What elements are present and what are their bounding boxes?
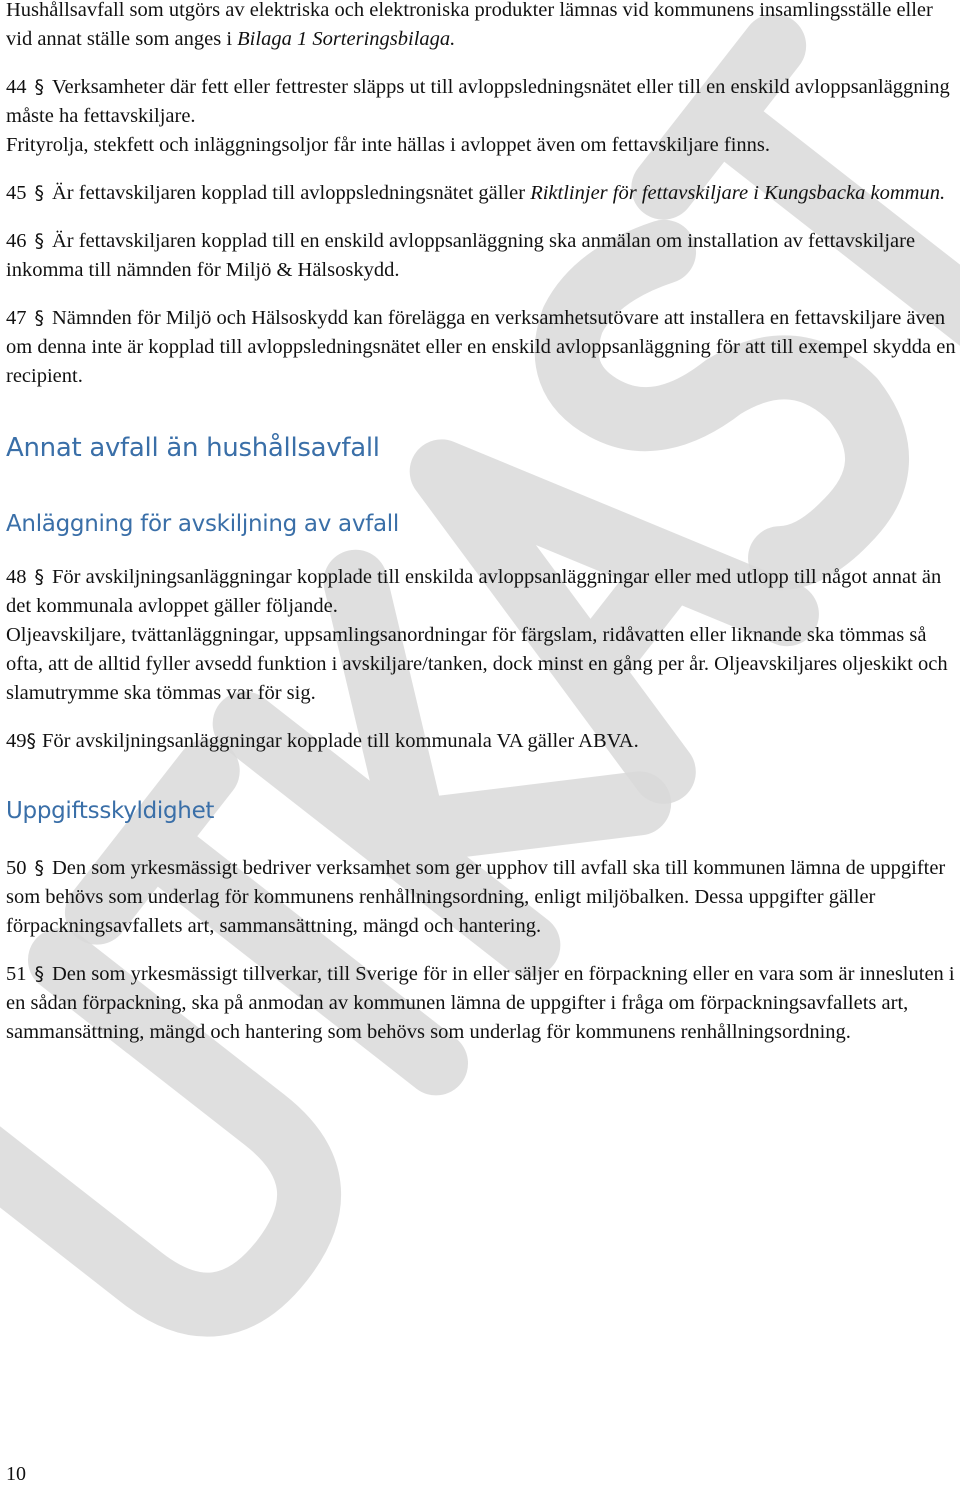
paragraph-text: Verksamheter där fett eller fettrester släpps ut till avloppsledningsnätet eller till en enskild avloppsanläggning måste ha fettavskiljare. (6, 76, 950, 127)
section-symbol: § (34, 182, 44, 204)
paragraph-text: Är fettavskiljaren kopplad till en enskild avloppsanläggning ska anmälan om installation av fettavskiljare inkomma till nämnden för Miljö & Hälsoskydd. (6, 230, 916, 281)
section-symbol: § (34, 307, 44, 329)
document-body (6, 0, 956, 1066)
intro-text: Hushållsavfall som utgörs av elektriska och elektroniska produkter lämnas vid kommunens insamlingsställe eller vid annat ställe som anges i (6, 0, 933, 50)
paragraph-text-line2: Frityrolja, stekfett och inläggningsoljor får inte hällas i avloppet även om fettavskiljare finns. (6, 134, 770, 156)
paragraph-text: För avskiljningsanläggningar kopplade till enskilda avloppsanläggningar eller med utlopp till något annat än det kommunala avloppet gäller följande. (6, 566, 942, 617)
italic-reference: Riktlinjer för fettavskiljare i Kungsbacka kommun. (530, 182, 946, 204)
section-symbol: § (34, 857, 44, 879)
paragraph-number: 47 (6, 307, 27, 329)
section-symbol: § (34, 566, 44, 588)
paragraph-number: 50 (6, 857, 27, 879)
paragraph-51 (6, 960, 956, 1047)
section-symbol: § (34, 76, 44, 98)
intro-paragraph (6, 0, 956, 54)
paragraph-48 (6, 563, 956, 708)
section-symbol: § (34, 230, 44, 252)
paragraph-text: Är fettavskiljaren kopplad till avloppsledningsnätet gäller (52, 182, 531, 204)
paragraph-47 (6, 304, 956, 391)
heading-uppgiftsskyldighet: Uppgiftsskyldighet (6, 798, 215, 824)
paragraph-text: Den som yrkesmässigt tillverkar, till Sverige för in eller säljer en förpackning eller en vara som är innesluten i en sådan förpackning, ska på anmodan av kommunen lämna de uppgifter i fråga om förpackningsavfallets art, sammansättning, mängd och hantering som behövs som underlag för kommunens renhållningsordning. (6, 963, 955, 1043)
intro-italic-reference: Bilaga 1 Sorteringsbilaga. (237, 28, 456, 50)
section-symbol: § (26, 730, 36, 752)
section-symbol: § (34, 963, 44, 985)
paragraph-50 (6, 854, 956, 941)
paragraph-text: Den som yrkesmässigt bedriver verksamhet som ger upphov till avfall ska till kommunen lämna de uppgifter som behövs som underlag för kommunens renhållningsordning, enligt miljöbalken. Dessa uppgifter gäller förpackningsavfallets art, sammansättning, mängd och hantering. (6, 857, 946, 937)
paragraph-number: 49 (6, 730, 27, 752)
paragraph-text: Nämnden för Miljö och Hälsoskydd kan förelägga en verksamhetsutövare att installera en fettavskiljare även om denna inte är kopplad till avloppsledningsnätet eller en enskild avloppsanläggning för att till exempel skydda en recipient. (6, 307, 956, 387)
heading-anlaggning: Anläggning för avskiljning av avfall (6, 511, 399, 537)
paragraph-number: 51 (6, 963, 27, 985)
paragraph-44 (6, 73, 956, 160)
paragraph-number: 44 (6, 76, 27, 98)
paragraph-number: 46 (6, 230, 27, 252)
paragraph-number: 45 (6, 182, 27, 204)
paragraph-number: 48 (6, 566, 27, 588)
paragraph-46 (6, 227, 956, 285)
paragraph-49 (6, 727, 956, 756)
paragraph-text-line2: Oljeavskiljare, tvättanläggningar, uppsamlingsanordningar för färgslam, ridåvatten eller liknande ska tömmas så ofta, att de alltid fyller avsedd funktion i avskiljare/tanken, dock minst en gång per år. Oljeavskiljares oljeskikt och slamutrymme ska tömmas var för sig. (6, 624, 948, 704)
paragraph-45 (6, 179, 956, 208)
page-number: 10 (6, 1463, 26, 1485)
paragraph-text: För avskiljningsanläggningar kopplade till kommunala VA gäller ABVA. (42, 730, 639, 752)
heading-annat-avfall: Annat avfall än hushållsavfall (6, 433, 380, 463)
